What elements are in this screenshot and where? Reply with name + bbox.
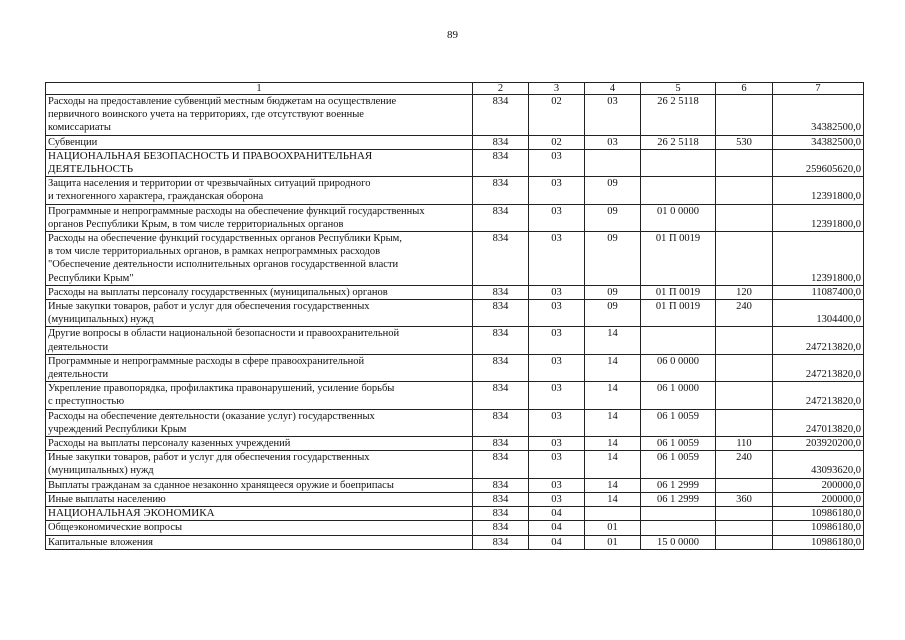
expense-type-cell — [716, 177, 773, 204]
item-name-line: с преступностью — [48, 396, 125, 408]
section-code-cell: 03 — [529, 437, 585, 451]
item-name-line: Республики Крым" — [48, 272, 134, 284]
item-name-cell — [46, 327, 473, 354]
item-name-line: учреждений Республики Крым — [48, 423, 187, 435]
amount-cell: 10986180,0 — [773, 535, 864, 549]
subsection-code-cell: 03 — [585, 95, 641, 136]
table-row — [46, 382, 864, 409]
header-cell: 5 — [641, 83, 716, 95]
amount-cell: 247213820,0 — [773, 354, 864, 381]
amount-cell: 12391800,0 — [773, 204, 864, 231]
table-row — [46, 521, 864, 535]
target-article-cell: 26 2 5118 — [641, 95, 716, 136]
item-name-cell — [46, 478, 473, 492]
header-cell: 4 — [585, 83, 641, 95]
item-name-line: деятельности — [48, 369, 109, 381]
subsection-code-cell — [585, 149, 641, 176]
item-name-line: комиссариаты — [48, 122, 111, 134]
amount-cell: 247013820,0 — [773, 409, 864, 436]
ministry-code-cell: 834 — [473, 95, 529, 136]
subsection-code-cell: 01 — [585, 535, 641, 549]
item-name-cell — [46, 149, 473, 176]
table-row — [46, 327, 864, 354]
ministry-code-cell: 834 — [473, 232, 529, 286]
subsection-code-cell: 09 — [585, 300, 641, 327]
target-article-cell: 06 1 0059 — [641, 409, 716, 436]
item-name-line: в том числе территориальных органов, в рамках непрограммных расходов — [48, 246, 381, 258]
subsection-code-cell: 09 — [585, 177, 641, 204]
table-row — [46, 478, 864, 492]
subsection-code-cell: 01 — [585, 521, 641, 535]
section-code-cell: 04 — [529, 521, 585, 535]
section-code-cell: 04 — [529, 507, 585, 521]
target-article-cell — [641, 149, 716, 176]
section-code-cell: 03 — [529, 492, 585, 506]
amount-cell: 12391800,0 — [773, 232, 864, 286]
expense-type-cell: 240 — [716, 451, 773, 478]
target-article-cell — [641, 521, 716, 535]
item-name-line: "Обеспечение деятельности исполнительных органов государственной власти — [48, 259, 399, 271]
amount-cell: 34382500,0 — [773, 95, 864, 136]
table-row — [46, 354, 864, 381]
expense-type-cell — [716, 507, 773, 521]
item-name-line: Расходы на выплаты персоналу казенных учреждений — [48, 438, 291, 450]
expense-type-cell — [716, 327, 773, 354]
expense-type-cell — [716, 95, 773, 136]
item-name-line: Программные и непрограммные расходы в сфере правоохранительной — [48, 355, 365, 367]
header-cell: 3 — [529, 83, 585, 95]
item-name-line: Укрепление правопорядка, профилактика правонарушений, усиление борьбы — [48, 383, 395, 395]
item-name-line: и техногенного характера, гражданская оборона — [48, 191, 264, 203]
table-body — [46, 83, 864, 550]
header-cell: 6 — [716, 83, 773, 95]
expense-type-cell — [716, 521, 773, 535]
table-row — [46, 232, 864, 286]
item-name-cell — [46, 204, 473, 231]
ministry-code-cell: 834 — [473, 149, 529, 176]
section-code-cell: 03 — [529, 382, 585, 409]
item-name-line: Расходы на обеспечение деятельности (оказание услуг) государственных — [48, 410, 375, 422]
ministry-code-cell: 834 — [473, 437, 529, 451]
section-row — [46, 507, 864, 521]
target-article-cell: 01 П 0019 — [641, 300, 716, 327]
header-cell: 1 — [46, 83, 473, 95]
section-code-cell: 03 — [529, 300, 585, 327]
ministry-code-cell: 834 — [473, 135, 529, 149]
item-name-line: первичного воинского учета на территориях, где отсутствуют военные — [48, 109, 364, 121]
item-name-cell — [46, 507, 473, 521]
item-name-line: Расходы на предоставление субвенций местным бюджетам на осуществление — [48, 96, 397, 107]
amount-cell: 12391800,0 — [773, 177, 864, 204]
item-name-cell — [46, 95, 473, 136]
amount-cell: 1304400,0 — [773, 300, 864, 327]
table-row — [46, 285, 864, 299]
header-cell: 2 — [473, 83, 529, 95]
item-name-cell — [46, 232, 473, 286]
item-name-line: Защита населения и территории от чрезвычайных ситуаций природного — [48, 178, 371, 190]
table-row — [46, 300, 864, 327]
header-row — [46, 83, 864, 95]
table-row — [46, 135, 864, 149]
item-name-cell — [46, 354, 473, 381]
subsection-code-cell: 03 — [585, 135, 641, 149]
table-row — [46, 492, 864, 506]
subsection-code-cell: 09 — [585, 204, 641, 231]
ministry-code-cell: 834 — [473, 507, 529, 521]
item-name-line: Общеэкономические вопросы — [48, 522, 183, 534]
item-name-cell — [46, 492, 473, 506]
ministry-code-cell: 834 — [473, 382, 529, 409]
table-row — [46, 204, 864, 231]
amount-cell: 43093620,0 — [773, 451, 864, 478]
subsection-code-cell: 14 — [585, 327, 641, 354]
target-article-cell: 06 1 0059 — [641, 437, 716, 451]
expense-type-cell: 240 — [716, 300, 773, 327]
expense-type-cell — [716, 478, 773, 492]
target-article-cell: 06 0 0000 — [641, 354, 716, 381]
target-article-cell — [641, 177, 716, 204]
amount-cell: 259605620,0 — [773, 149, 864, 176]
header-cell: 7 — [773, 83, 864, 95]
subsection-code-cell: 14 — [585, 382, 641, 409]
item-name-line: Программные и непрограммные расходы на обеспечение функций государственных — [48, 205, 425, 217]
subsection-code-cell: 14 — [585, 478, 641, 492]
amount-cell: 11087400,0 — [773, 285, 864, 299]
expense-type-cell: 120 — [716, 285, 773, 299]
item-name-cell — [46, 437, 473, 451]
section-code-cell: 03 — [529, 354, 585, 381]
item-name-line: НАЦИОНАЛЬНАЯ БЕЗОПАСНОСТЬ И ПРАВООХРАНИТЕЛЬНАЯ — [48, 149, 373, 162]
item-name-line: Иные закупки товаров, работ и услуг для обеспечения государственных — [48, 452, 370, 464]
target-article-cell: 06 1 2999 — [641, 478, 716, 492]
table-row — [46, 409, 864, 436]
expense-type-cell — [716, 354, 773, 381]
amount-cell: 10986180,0 — [773, 521, 864, 535]
target-article-cell: 01 0 0000 — [641, 204, 716, 231]
item-name-line: органов Республики Крым, в том числе территориальных органов — [48, 218, 344, 230]
section-row — [46, 149, 864, 176]
expense-type-cell — [716, 232, 773, 286]
section-code-cell: 03 — [529, 285, 585, 299]
item-name-line: Расходы на обеспечение функций государственных органов Республики Крым, — [48, 233, 402, 245]
subsection-code-cell: 14 — [585, 492, 641, 506]
amount-cell: 247213820,0 — [773, 327, 864, 354]
item-name-line: Расходы на выплаты персоналу государственных (муниципальных) органов — [48, 286, 388, 298]
target-article-cell: 01 П 0019 — [641, 232, 716, 286]
section-code-cell: 03 — [529, 327, 585, 354]
section-code-cell: 03 — [529, 177, 585, 204]
ministry-code-cell: 834 — [473, 327, 529, 354]
item-name-cell — [46, 451, 473, 478]
expense-type-cell — [716, 535, 773, 549]
ministry-code-cell: 834 — [473, 451, 529, 478]
table-row — [46, 451, 864, 478]
item-name-line: Выплаты гражданам за сданное незаконно хранящееся оружие и боеприпасы — [48, 479, 394, 491]
item-name-line: ДЕЯТЕЛЬНОСТЬ — [48, 163, 134, 176]
target-article-cell: 06 1 0000 — [641, 382, 716, 409]
item-name-cell — [46, 285, 473, 299]
section-code-cell: 03 — [529, 149, 585, 176]
amount-cell: 200000,0 — [773, 478, 864, 492]
item-name-cell — [46, 135, 473, 149]
section-code-cell: 03 — [529, 409, 585, 436]
target-article-cell: 15 0 0000 — [641, 535, 716, 549]
table-row — [46, 95, 864, 136]
item-name-line: НАЦИОНАЛЬНАЯ ЭКОНОМИКА — [48, 507, 215, 520]
item-name-cell — [46, 409, 473, 436]
expense-type-cell — [716, 382, 773, 409]
expense-type-cell: 360 — [716, 492, 773, 506]
section-code-cell: 04 — [529, 535, 585, 549]
item-name-line: Иные закупки товаров, работ и услуг для обеспечения государственных — [48, 301, 370, 313]
subsection-code-cell — [585, 507, 641, 521]
subsection-code-cell: 14 — [585, 409, 641, 436]
subsection-code-cell: 14 — [585, 354, 641, 381]
target-article-cell: 06 1 0059 — [641, 451, 716, 478]
item-name-line: Субвенции — [48, 136, 98, 148]
item-name-cell — [46, 535, 473, 549]
section-code-cell: 02 — [529, 135, 585, 149]
item-name-line: Другие вопросы в области национальной безопасности и правоохранительной — [48, 328, 400, 340]
expense-type-cell — [716, 409, 773, 436]
ministry-code-cell: 834 — [473, 521, 529, 535]
budget-table — [45, 82, 864, 550]
ministry-code-cell: 834 — [473, 285, 529, 299]
amount-cell: 10986180,0 — [773, 507, 864, 521]
ministry-code-cell: 834 — [473, 492, 529, 506]
expense-type-cell — [716, 149, 773, 176]
section-code-cell: 03 — [529, 232, 585, 286]
expense-type-cell: 530 — [716, 135, 773, 149]
amount-cell: 200000,0 — [773, 492, 864, 506]
amount-cell: 203920200,0 — [773, 437, 864, 451]
expense-type-cell: 110 — [716, 437, 773, 451]
target-article-cell: 26 2 5118 — [641, 135, 716, 149]
ministry-code-cell: 834 — [473, 177, 529, 204]
target-article-cell: 06 1 2999 — [641, 492, 716, 506]
item-name-line: (муниципальных) нужд — [48, 314, 154, 326]
amount-cell: 34382500,0 — [773, 135, 864, 149]
section-code-cell: 02 — [529, 95, 585, 136]
section-code-cell: 03 — [529, 451, 585, 478]
page-number: 89 — [447, 29, 458, 41]
expense-type-cell — [716, 204, 773, 231]
ministry-code-cell: 834 — [473, 204, 529, 231]
target-article-cell: 01 П 0019 — [641, 285, 716, 299]
ministry-code-cell: 834 — [473, 535, 529, 549]
item-name-cell — [46, 382, 473, 409]
ministry-code-cell: 834 — [473, 409, 529, 436]
section-code-cell: 03 — [529, 478, 585, 492]
subsection-code-cell: 14 — [585, 437, 641, 451]
item-name-cell — [46, 300, 473, 327]
subsection-code-cell: 09 — [585, 285, 641, 299]
item-name-cell — [46, 521, 473, 535]
target-article-cell — [641, 507, 716, 521]
item-name-line: (муниципальных) нужд — [48, 465, 154, 477]
ministry-code-cell: 834 — [473, 300, 529, 327]
item-name-line: Иные выплаты населению — [48, 493, 166, 505]
ministry-code-cell: 834 — [473, 478, 529, 492]
subsection-code-cell: 14 — [585, 451, 641, 478]
ministry-code-cell: 834 — [473, 354, 529, 381]
item-name-line: Капитальные вложения — [48, 536, 153, 548]
amount-cell: 247213820,0 — [773, 382, 864, 409]
item-name-cell — [46, 177, 473, 204]
table-row — [46, 177, 864, 204]
target-article-cell — [641, 327, 716, 354]
table-row — [46, 535, 864, 549]
subsection-code-cell: 09 — [585, 232, 641, 286]
section-code-cell: 03 — [529, 204, 585, 231]
item-name-line: деятельности — [48, 341, 109, 353]
table-row — [46, 437, 864, 451]
